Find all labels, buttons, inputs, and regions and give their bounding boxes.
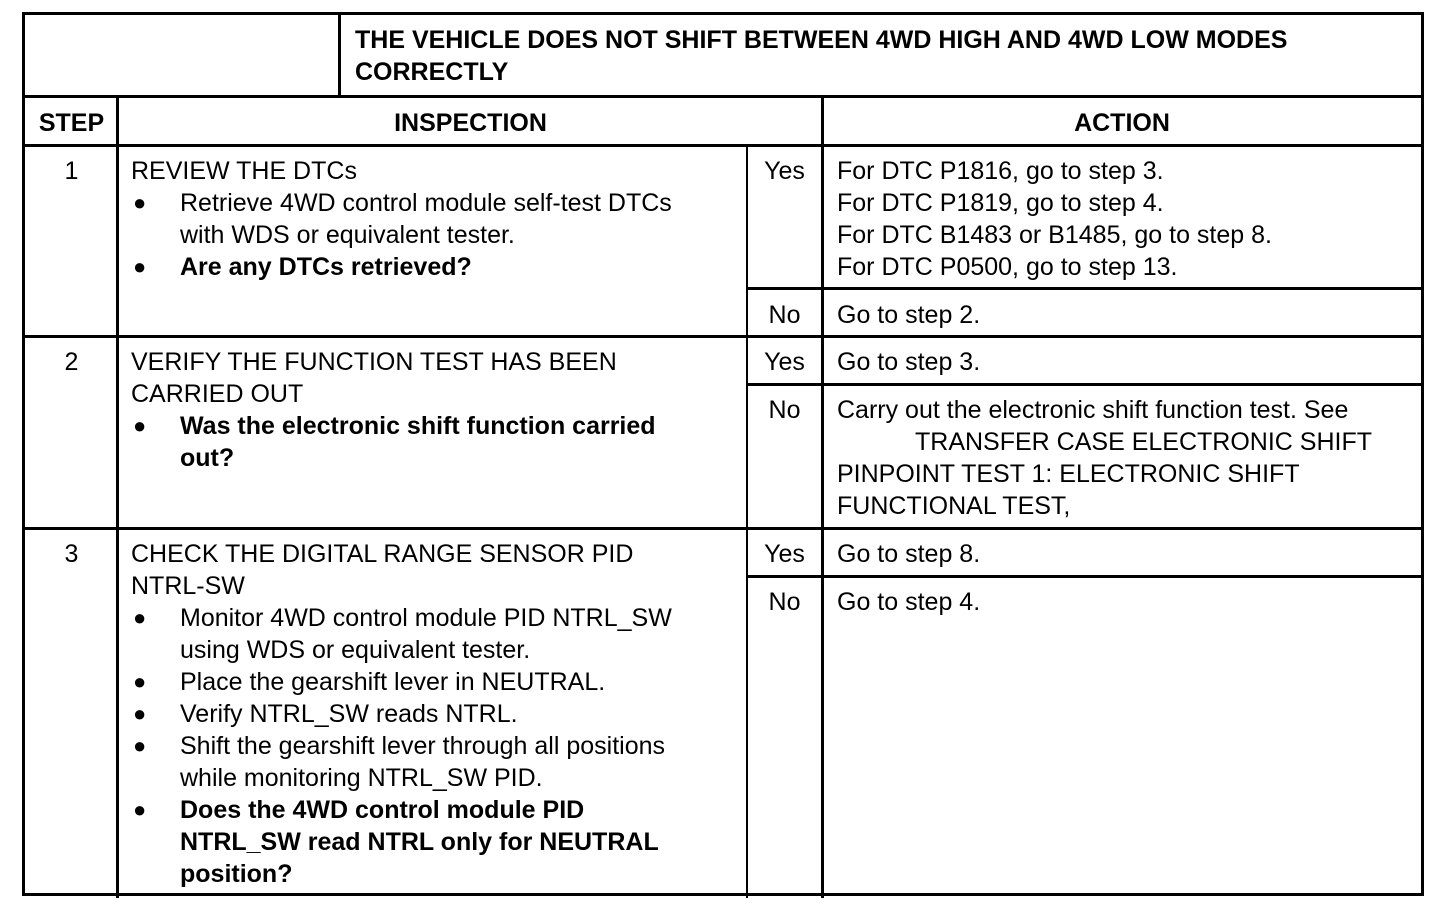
step-2-yes-label: Yes <box>764 348 805 376</box>
header-action: ACTION <box>1074 109 1170 137</box>
col-line-step <box>116 98 119 898</box>
table-title-line1: THE VEHICLE DOES NOT SHIFT BETWEEN 4WD HIGH AND 4WD LOW MODES <box>355 26 1288 54</box>
step-1-bullet-1-line1: Retrieve 4WD control module self-test DTCs <box>180 189 672 217</box>
step-2-no-action-4: FUNCTIONAL TEST, <box>837 492 1071 520</box>
step-2-no-label: No <box>768 396 801 424</box>
bullet-icon: ● <box>133 413 147 438</box>
step-3-title-line2: NTRL-SW <box>131 572 245 600</box>
step-1-yes-action-3: For DTC B1483 or B1485, go to step 8. <box>837 221 1272 249</box>
row-divider-1 <box>25 335 1421 338</box>
step-2-question-line1: Was the electronic shift function carried <box>180 412 656 440</box>
step-3-bullet-1-line2: using WDS or equivalent tester. <box>180 636 531 664</box>
step-3-bullet-4-line1: Shift the gearshift lever through all positions <box>180 732 665 760</box>
step-1-yes-label: Yes <box>764 157 805 185</box>
bullet-icon: ● <box>133 733 147 758</box>
step-3-bullet-3: Verify NTRL_SW reads NTRL. <box>180 700 518 728</box>
step-3-yes-label: Yes <box>764 540 805 568</box>
title-blank-cell <box>25 15 341 96</box>
table-title-line2: CORRECTLY <box>355 58 509 86</box>
step-3-question-line1: Does the 4WD control module PID <box>180 796 585 824</box>
step-1-yes-no-divider <box>746 287 1421 290</box>
step-2-no-action-3: PINPOINT TEST 1: ELECTRONIC SHIFT <box>837 460 1300 488</box>
bullet-icon: ● <box>133 797 147 822</box>
step-2-no-action-1: Carry out the electronic shift function test. See <box>837 396 1349 424</box>
step-1-title: REVIEW THE DTCs <box>131 157 357 185</box>
step-2-no-action-2: TRANSFER CASE ELECTRONIC SHIFT <box>915 428 1372 456</box>
step-1-bullet-1-line2: with WDS or equivalent tester. <box>180 221 515 249</box>
step-3-question-line3: position? <box>180 860 293 888</box>
bullet-icon: ● <box>133 605 147 630</box>
row-divider-2 <box>25 527 1421 530</box>
step-3-bullet-4-line2: while monitoring NTRL_SW PID. <box>180 764 543 792</box>
header-divider <box>25 144 1421 147</box>
col-line-yesno <box>821 98 824 898</box>
bullet-icon: ● <box>133 669 147 694</box>
step-3-bullet-1-line1: Monitor 4WD control module PID NTRL_SW <box>180 604 672 632</box>
step-3-number: 3 <box>64 540 79 568</box>
step-3-yes-action: Go to step 8. <box>837 540 981 568</box>
step-2-yes-no-divider <box>746 383 1421 386</box>
bullet-icon: ● <box>133 254 147 279</box>
step-1-yes-action-2: For DTC P1819, go to step 4. <box>837 189 1164 217</box>
step-3-no-label: No <box>768 588 801 616</box>
step-3-bullet-2: Place the gearshift lever in NEUTRAL. <box>180 668 606 696</box>
bullet-icon: ● <box>133 701 147 726</box>
header-inspection: INSPECTION <box>394 109 547 137</box>
diagnostic-table <box>22 12 1424 896</box>
step-2-number: 2 <box>64 348 79 376</box>
header-step: STEP <box>38 109 105 137</box>
step-1-question: Are any DTCs retrieved? <box>180 253 472 281</box>
step-2-question-line2: out? <box>180 444 235 472</box>
step-1-yes-action-4: For DTC P0500, go to step 13. <box>837 253 1178 281</box>
step-2-title-line1: VERIFY THE FUNCTION TEST HAS BEEN <box>131 348 617 376</box>
step-1-no-action: Go to step 2. <box>837 301 981 329</box>
step-2-title-line2: CARRIED OUT <box>131 380 304 408</box>
step-3-title-line1: CHECK THE DIGITAL RANGE SENSOR PID <box>131 540 634 568</box>
col-line-inspection <box>746 147 748 898</box>
step-3-no-action: Go to step 4. <box>837 588 981 616</box>
step-3-yes-no-divider <box>746 575 1421 578</box>
step-3-question-line2: NTRL_SW read NTRL only for NEUTRAL <box>180 828 659 856</box>
step-1-no-label: No <box>768 301 801 329</box>
step-1-yes-action-1: For DTC P1816, go to step 3. <box>837 157 1164 185</box>
step-2-yes-action: Go to step 3. <box>837 348 981 376</box>
bullet-icon: ● <box>133 190 147 215</box>
step-1-number: 1 <box>64 157 79 185</box>
